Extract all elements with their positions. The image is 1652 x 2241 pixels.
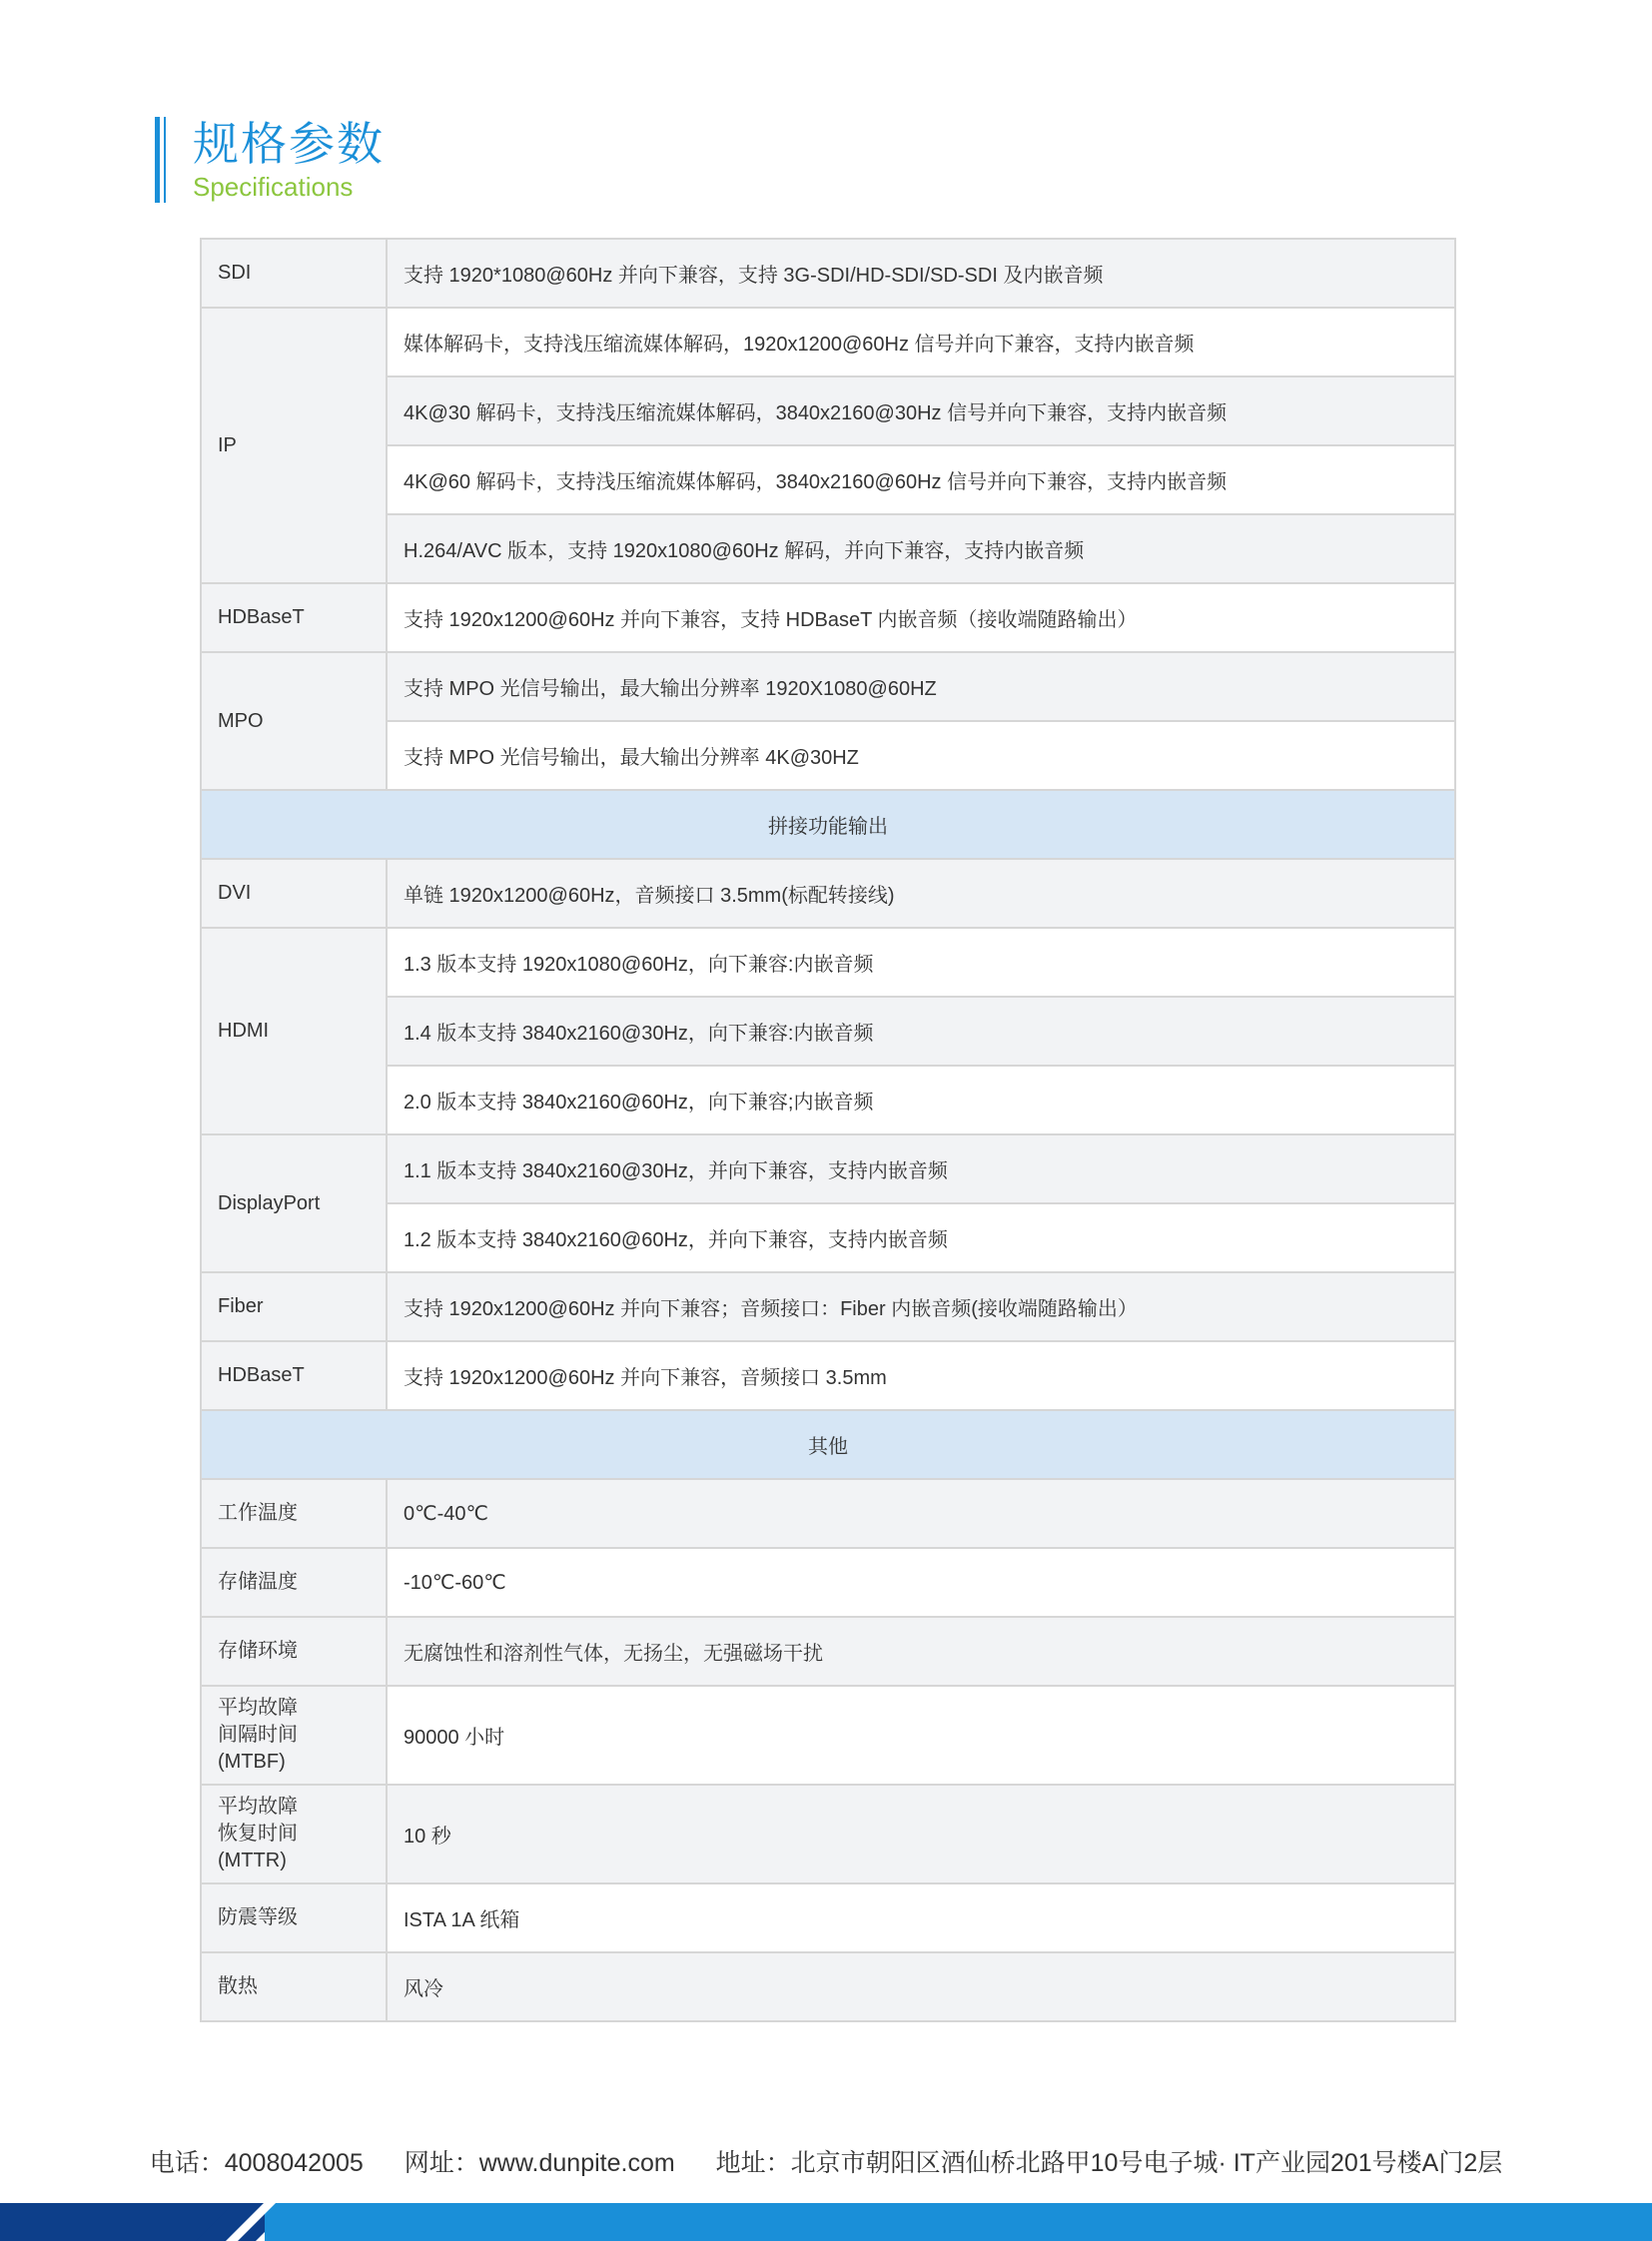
spec-label: IP: [201, 308, 387, 583]
section-header: 其他: [201, 1410, 1455, 1479]
spec-label: HDBaseT: [201, 583, 387, 652]
table-row: [201, 928, 1455, 997]
table-row: [201, 1134, 1455, 1203]
section-header: 拼接功能输出: [201, 790, 1455, 859]
table-row: [201, 652, 1455, 721]
table-row: [201, 1203, 1455, 1272]
footer-website: 网址：www.dunpite.com: [404, 2149, 675, 2177]
table-row: [201, 1548, 1455, 1617]
spec-value: ISTA 1A 纸箱: [387, 1883, 1455, 1952]
table-row: [201, 721, 1455, 790]
spec-value: 单链 1920x1200@60Hz，音频接口 3.5mm(标配转接线): [387, 859, 1455, 928]
spec-value: 支持 MPO 光信号输出，最大输出分辨率 4K@30HZ: [387, 721, 1455, 790]
spec-value: 10 秒: [387, 1785, 1455, 1883]
spec-value: 2.0 版本支持 3840x2160@60Hz，向下兼容;内嵌音频: [387, 1066, 1455, 1134]
spec-value: 风冷: [387, 1952, 1455, 2021]
spec-value: -10℃-60℃: [387, 1548, 1455, 1617]
spec-value: 支持 1920x1200@60Hz 并向下兼容，音频接口 3.5mm: [387, 1341, 1455, 1410]
footer-phone: 电话：4008042005: [149, 2149, 364, 2177]
footer-band-blue: [265, 2203, 1652, 2241]
spec-label: 散热: [201, 1952, 387, 2021]
spec-value: 1.3 版本支持 1920x1080@60Hz，向下兼容:内嵌音频: [387, 928, 1455, 997]
spec-value: 支持 1920x1200@60Hz 并向下兼容；音频接口：Fiber 内嵌音频(接收端随路输出）: [387, 1272, 1455, 1341]
spec-label: DVI: [201, 859, 387, 928]
spec-value: H.264/AVC 版本，支持 1920x1080@60Hz 解码，并向下兼容，支持内嵌音频: [387, 514, 1455, 583]
title-accent-bar: [155, 117, 160, 203]
spec-label: 工作温度: [201, 1479, 387, 1548]
spec-value: 支持 1920x1200@60Hz 并向下兼容，支持 HDBaseT 内嵌音频（接收端随路输出）: [387, 583, 1455, 652]
spec-value: 支持 MPO 光信号输出，最大输出分辨率 1920X1080@60HZ: [387, 652, 1455, 721]
table-row: [201, 1479, 1455, 1548]
spec-label: 平均故障 间隔时间 (MTBF): [201, 1686, 387, 1785]
spec-value: 支持 1920*1080@60Hz 并向下兼容，支持 3G-SDI/HD-SDI/SD-SDI 及内嵌音频: [387, 239, 1455, 308]
table-row: [201, 1066, 1455, 1134]
table-row: [201, 1785, 1455, 1883]
table-row: [201, 583, 1455, 652]
title-accent-bar-thin: [164, 117, 166, 203]
table-row: [201, 445, 1455, 514]
spec-value: 媒体解码卡，支持浅压缩流媒体解码，1920x1200@60Hz 信号并向下兼容，支持内嵌音频: [387, 308, 1455, 376]
table-row: [201, 1617, 1455, 1686]
table-row: [201, 1952, 1455, 2021]
table-row: [201, 997, 1455, 1066]
spec-label: 平均故障 恢复时间 (MTTR): [201, 1785, 387, 1883]
spec-label: DisplayPort: [201, 1134, 387, 1272]
table-row: [201, 1686, 1455, 1785]
spec-value: 1.2 版本支持 3840x2160@60Hz，并向下兼容，支持内嵌音频: [387, 1203, 1455, 1272]
table-row: [201, 308, 1455, 376]
table-row: [201, 514, 1455, 583]
spec-label: MPO: [201, 652, 387, 790]
spec-label: HDBaseT: [201, 1341, 387, 1410]
page-subtitle: Specifications: [193, 172, 354, 202]
footer-address: 地址：北京市朝阳区酒仙桥北路甲10号电子城· IT产业园201号楼A门2层: [715, 2149, 1503, 2177]
spec-value: 1.1 版本支持 3840x2160@30Hz，并向下兼容，支持内嵌音频: [387, 1134, 1455, 1203]
footer-contact: [0, 2143, 1652, 2179]
spec-value: 4K@30 解码卡，支持浅压缩流媒体解码，3840x2160@30Hz 信号并向下兼容，支持内嵌音频: [387, 376, 1455, 445]
spec-label: 存储温度: [201, 1548, 387, 1617]
specifications-table: [200, 238, 1456, 2022]
spec-label: 防震等级: [201, 1883, 387, 1952]
section-header-row: [201, 790, 1455, 859]
spec-label: 存储环境: [201, 1617, 387, 1686]
table-row: [201, 859, 1455, 928]
table-row: [201, 1272, 1455, 1341]
table-row: [201, 1341, 1455, 1410]
spec-label: HDMI: [201, 928, 387, 1134]
spec-value: 90000 小时: [387, 1686, 1455, 1785]
table-row: [201, 1883, 1455, 1952]
spec-value: 4K@60 解码卡，支持浅压缩流媒体解码，3840x2160@60Hz 信号并向下兼容，支持内嵌音频: [387, 445, 1455, 514]
page-title: 规格参数: [193, 118, 385, 170]
table-row: [201, 376, 1455, 445]
spec-label: SDI: [201, 239, 387, 308]
spec-value: 1.4 版本支持 3840x2160@30Hz，向下兼容:内嵌音频: [387, 997, 1455, 1066]
table-row: [201, 239, 1455, 308]
spec-value: 无腐蚀性和溶剂性气体，无扬尘，无强磁场干扰: [387, 1617, 1455, 1686]
spec-value: 0℃-40℃: [387, 1479, 1455, 1548]
section-header-row: [201, 1410, 1455, 1479]
spec-label: Fiber: [201, 1272, 387, 1341]
